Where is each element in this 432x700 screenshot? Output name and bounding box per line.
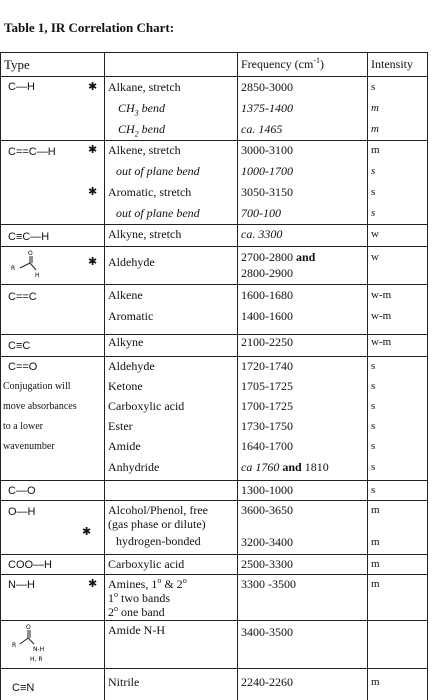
marker-asterisk-icon: ✱ (82, 525, 92, 538)
type-alkene-ch: C==C—H (8, 146, 56, 158)
int-amines: m (371, 578, 380, 590)
page-title: Table 1, IR Correlation Chart: (4, 20, 175, 35)
desc-alkene-oop-bend: out of plane bend (116, 164, 200, 178)
freq-alkyne-stretch: ca. 3300 (241, 227, 283, 241)
rule-desc-freq (237, 52, 238, 700)
rule-cooh (0, 574, 427, 575)
marker-asterisk-icon: ✱ (88, 255, 98, 268)
rule-aldehyde-ch (0, 284, 427, 285)
desc-aromatic-stretch: Aromatic, stretch (108, 185, 192, 199)
rule-cc (0, 334, 427, 335)
rule-top (0, 52, 427, 53)
header-intensity: Intensity (371, 57, 413, 71)
type-cc: C==C (8, 291, 37, 303)
type-ctriple: C≡C (8, 340, 31, 352)
freq-co: 1300-1000 (241, 483, 293, 497)
rule-oh (0, 554, 427, 555)
int-aromatic-oop-bend: s (371, 207, 376, 219)
rule-alkene (0, 224, 427, 225)
carbonyl-note-line: to a lower (3, 421, 43, 432)
freq-ch3-bend: 1375-1400 (241, 101, 293, 115)
freq-carbonyl-aldehyde: 1720-1740 (241, 359, 293, 373)
rule-left (0, 52, 1, 700)
freq-amines: 3300 -3500 (241, 577, 296, 591)
int-ch3-bend: m (371, 102, 379, 114)
marker-asterisk-icon: ✱ (88, 185, 98, 198)
carbonyl-note-line: wavenumber (3, 441, 55, 452)
freq-oh-free: 3600-3650 (241, 503, 293, 517)
freq-aromatic-stretch: 3050-3150 (241, 185, 293, 199)
amide-atom-hr: H, R (30, 656, 43, 663)
int-oh-free: m (371, 504, 380, 516)
int-aromatic-stretch: s (371, 186, 376, 198)
freq-carbonyl-amide: 1640-1700 (241, 439, 293, 453)
type-co: C—O (8, 485, 36, 497)
int-oh-hbond: m (371, 536, 380, 548)
int-ch2-bend: m (371, 123, 379, 135)
desc-carbonyl-aldehyde: Aldehyde (108, 359, 155, 373)
desc-alkene-stretch: Alkene, stretch (108, 143, 181, 157)
int-carbonyl-ketone: s (371, 380, 376, 392)
aldehyde-structure-icon (8, 248, 48, 282)
freq-ch2-bend: ca. 1465 (241, 122, 283, 136)
desc-ch3-bend: $CH_3$ bend (118, 101, 165, 118)
type-nh: N—H (8, 579, 35, 591)
amide-atom-r: R (12, 642, 17, 649)
int-nitrile: m (371, 676, 380, 688)
int-alkane-stretch: s (371, 81, 376, 93)
freq-nitrile: 2240-2260 (241, 675, 293, 689)
marker-asterisk-icon: ✱ (88, 143, 98, 156)
desc-oh-hbond: hydrogen-bonded (116, 534, 201, 548)
desc-ch2-bend: $CH_2$ bend (118, 122, 165, 139)
aldehyde-atom-o: O (28, 250, 33, 257)
desc-amines-secondary: 2$^o$ one band (108, 604, 165, 619)
desc-aldehyde-ch: Aldehyde (108, 255, 155, 269)
desc-aromatic-oop-bend: out of plane bend (116, 206, 200, 220)
rule-freq-int (367, 52, 368, 700)
desc-oh-free: Alcohol/Phenol, free (108, 503, 208, 517)
desc-carbonyl-acid: Carboxylic acid (108, 399, 185, 413)
int-alkene-stretch: m (371, 144, 380, 156)
type-oh: O—H (8, 506, 36, 518)
desc-aromatic: Aromatic (108, 309, 154, 323)
amide-atom-o: O (26, 624, 31, 631)
amide-atom-nh: N-H (33, 646, 45, 653)
desc-carbonyl-ketone: Ketone (108, 379, 143, 393)
desc-carbonyl-anhydride: Anhydride (108, 460, 160, 474)
int-carbonyl-aldehyde: s (371, 360, 376, 372)
rule-amide (0, 668, 427, 669)
freq-carbonyl-ester: 1730-1750 (241, 419, 293, 433)
header-frequency: Frequency $(cm^{-1})$ (241, 56, 324, 71)
rule-nh (0, 620, 427, 621)
int-cooh: m (371, 558, 380, 570)
type-cooh: COO—H (8, 559, 52, 571)
freq-amide-nh: 3400-3500 (241, 625, 293, 639)
freq-carbonyl-anhydride: ca 1760 and 1810 (241, 460, 329, 474)
type-ch: C—H (8, 81, 35, 93)
freq-aromatic-oop-bend: 700-100 (241, 206, 281, 220)
freq-aldehyde-ch-2: 2800-2900 (241, 266, 293, 280)
int-carbonyl-acid: s (371, 400, 376, 412)
rule-carbonyl (0, 480, 427, 481)
desc-alkyne-stretch: Alkyne, stretch (108, 227, 182, 241)
aldehyde-atom-h: H (35, 272, 40, 279)
type-carbonyl: C==O (8, 361, 38, 373)
int-aromatic: w-m (371, 310, 392, 322)
desc-amines-primary: 1$^o$ two bands (108, 590, 170, 605)
freq-carbonyl-ketone: 1705-1725 (241, 379, 293, 393)
int-aldehyde-ch: w (371, 251, 379, 263)
type-alkyne-ch: C≡C—H (8, 231, 50, 243)
desc-oh-gas: (gas phase or dilute) (108, 517, 206, 531)
rule-co (0, 500, 427, 501)
marker-asterisk-icon: ✱ (88, 577, 98, 590)
amide-structure-icon (8, 622, 56, 666)
desc-amide-nh: Amide N-H (108, 623, 165, 637)
int-alkene-oop-bend: s (371, 165, 376, 177)
freq-cooh: 2500-3300 (241, 557, 293, 571)
desc-nitrile: Nitrile (108, 675, 140, 689)
freq-aromatic: 1400-1600 (241, 309, 293, 323)
int-carbonyl-amide: s (371, 440, 376, 452)
rule-right (427, 52, 428, 700)
int-carbonyl-anhydride: s (371, 461, 376, 473)
desc-alkane-stretch: Alkane, stretch (108, 80, 181, 94)
int-co: s (371, 484, 376, 496)
desc-alkene: Alkene (108, 288, 143, 302)
freq-alkene-oop-bend: 1000-1700 (241, 164, 293, 178)
desc-carbonyl-amide: Amide (108, 439, 141, 453)
freq-oh-hbond: 3200-3400 (241, 535, 293, 549)
freq-aldehyde-ch-1: 2700-2800 and (241, 250, 316, 264)
desc-cooh: Carboxylic acid (108, 557, 185, 571)
desc-amines: Amines, 1$^o$ & 2$^o$ (108, 576, 187, 591)
desc-alkyne: Alkyne (108, 335, 144, 349)
freq-alkene-stretch: 3000-3100 (241, 143, 293, 157)
freq-alkane-stretch: 2850-3000 (241, 80, 293, 94)
freq-carbonyl-acid: 1700-1725 (241, 399, 293, 413)
rule-ctriple (0, 356, 427, 357)
rule-header (0, 76, 427, 77)
int-alkyne: w-m (371, 336, 392, 348)
desc-carbonyl-ester: Ester (108, 419, 133, 433)
carbonyl-note-line: Conjugation will (3, 381, 71, 392)
freq-alkene: 1600-1680 (241, 288, 293, 302)
rule-alkane (0, 140, 427, 141)
int-carbonyl-ester: s (371, 420, 376, 432)
int-alkene: w-m (371, 289, 392, 301)
ir-correlation-table (0, 52, 432, 700)
marker-asterisk-icon: ✱ (88, 80, 98, 93)
int-alkyne-stretch: w (371, 228, 379, 240)
aldehyde-atom-r: R (11, 265, 16, 272)
rule-type-desc (104, 52, 105, 700)
rule-alkyne-ch (0, 246, 427, 247)
type-nitrile: C≡N (12, 682, 35, 694)
carbonyl-note-line: move absorbances (3, 401, 77, 412)
freq-alkyne: 2100-2250 (241, 335, 293, 349)
header-type: Type (4, 57, 30, 72)
